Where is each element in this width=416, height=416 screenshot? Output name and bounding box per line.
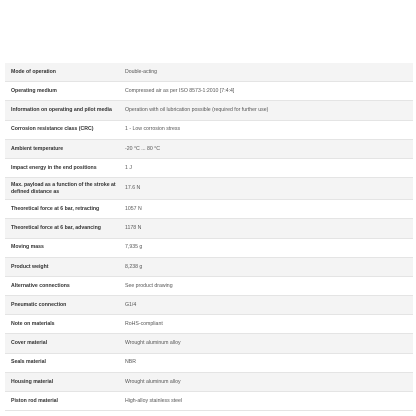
spec-value-cell — [121, 372, 413, 391]
spec-row — [5, 101, 413, 120]
spec-value-cell — [121, 63, 413, 82]
spec-label: Piston rod material — [11, 397, 58, 404]
spec-table-body — [5, 63, 413, 411]
spec-label: Corrosion resistance class (CRC) — [11, 126, 94, 133]
spec-value: -20 °C ... 80 °C — [125, 145, 160, 152]
spec-label-cell — [5, 257, 121, 276]
spec-label-cell — [5, 315, 121, 334]
spec-label-cell — [5, 276, 121, 295]
spec-label: Housing material — [11, 378, 54, 385]
spec-value-cell — [121, 334, 413, 353]
spec-value-cell — [121, 139, 413, 158]
spec-value: 8,238 g — [125, 263, 143, 270]
spec-label: Impact energy in the end positions — [11, 164, 97, 171]
spec-row — [5, 353, 413, 372]
spec-row — [5, 276, 413, 295]
spec-value-cell — [121, 120, 413, 139]
spec-label: Pneumatic connection — [11, 301, 67, 308]
spec-value-cell — [121, 315, 413, 334]
spec-label-cell — [5, 392, 121, 411]
spec-value: 1 J — [125, 164, 132, 171]
spec-row — [5, 178, 413, 200]
spec-label: Product weight — [11, 263, 49, 270]
spec-label-cell — [5, 334, 121, 353]
spec-label: Alternative connections — [11, 282, 70, 289]
spec-row — [5, 315, 413, 334]
spec-label: Cover material — [11, 340, 48, 347]
spec-value: Wrought aluminum alloy — [125, 340, 181, 347]
spec-label: Theoretical force at 6 bar, retracting — [11, 205, 100, 212]
spec-row — [5, 392, 413, 411]
spec-label-cell — [5, 372, 121, 391]
spec-row — [5, 120, 413, 139]
spec-row — [5, 334, 413, 353]
spec-row — [5, 63, 413, 82]
spec-row — [5, 139, 413, 158]
spec-value: High-alloy stainless steel — [125, 397, 183, 404]
spec-label-cell — [5, 120, 121, 139]
spec-label: Seals material — [11, 359, 46, 366]
spec-value: 1 - Low corrosion stress — [125, 126, 181, 133]
spec-label-cell — [5, 353, 121, 372]
spec-value: Double-acting — [125, 68, 158, 75]
spec-value: 1178 N — [125, 225, 142, 232]
spec-label-cell — [5, 139, 121, 158]
spec-row — [5, 200, 413, 219]
spec-value: Wrought aluminum alloy — [125, 378, 181, 385]
spec-value-cell — [121, 276, 413, 295]
spec-value: 1057 N — [125, 205, 142, 212]
spec-value-cell — [121, 101, 413, 120]
spec-value: RoHS-compliant — [125, 321, 163, 328]
spec-row — [5, 296, 413, 315]
spec-value: Operation with oil lubrication possible (required for further use) — [125, 107, 269, 114]
spec-value: NBR — [125, 359, 136, 366]
spec-value-cell — [121, 178, 413, 200]
spec-value-cell — [121, 219, 413, 238]
spec-value: G1/4 — [125, 301, 137, 308]
spec-value-cell — [121, 200, 413, 219]
spec-label: Ambient temperature — [11, 145, 64, 152]
spec-table — [5, 63, 413, 411]
spec-label-cell — [5, 178, 121, 200]
spec-row — [5, 82, 413, 101]
spec-label: Max. payload as a function of the stroke at defined distance as — [11, 182, 116, 195]
spec-label-cell — [5, 158, 121, 177]
spec-label-cell — [5, 101, 121, 120]
spec-row — [5, 257, 413, 276]
spec-label: Moving mass — [11, 244, 44, 251]
spec-value-cell — [121, 82, 413, 101]
spec-value-cell — [121, 353, 413, 372]
spec-value-cell — [121, 296, 413, 315]
spec-value: 17.6 N — [125, 185, 141, 192]
spec-label-cell — [5, 200, 121, 219]
spec-value: 7,935 g — [125, 244, 143, 251]
spec-value-cell — [121, 158, 413, 177]
spec-label-cell — [5, 82, 121, 101]
spec-row — [5, 158, 413, 177]
spec-row — [5, 238, 413, 257]
spec-label-cell — [5, 296, 121, 315]
spec-label: Note on materials — [11, 321, 55, 328]
spec-label: Theoretical force at 6 bar, advancing — [11, 225, 101, 232]
spec-value: See product drawing — [125, 282, 173, 289]
spec-value-cell — [121, 257, 413, 276]
spec-label-cell — [5, 63, 121, 82]
spec-label-cell — [5, 219, 121, 238]
spec-label-cell — [5, 238, 121, 257]
spec-row — [5, 372, 413, 391]
spec-value: Compressed air as per ISO 8573-1:2010 [7:4:4] — [125, 88, 235, 95]
spec-label: Operating medium — [11, 88, 57, 95]
spec-row — [5, 219, 413, 238]
spec-value-cell — [121, 238, 413, 257]
spec-label: Mode of operation — [11, 68, 56, 75]
spec-value-cell — [121, 392, 413, 411]
spec-label: Information on operating and pilot media — [11, 107, 112, 114]
